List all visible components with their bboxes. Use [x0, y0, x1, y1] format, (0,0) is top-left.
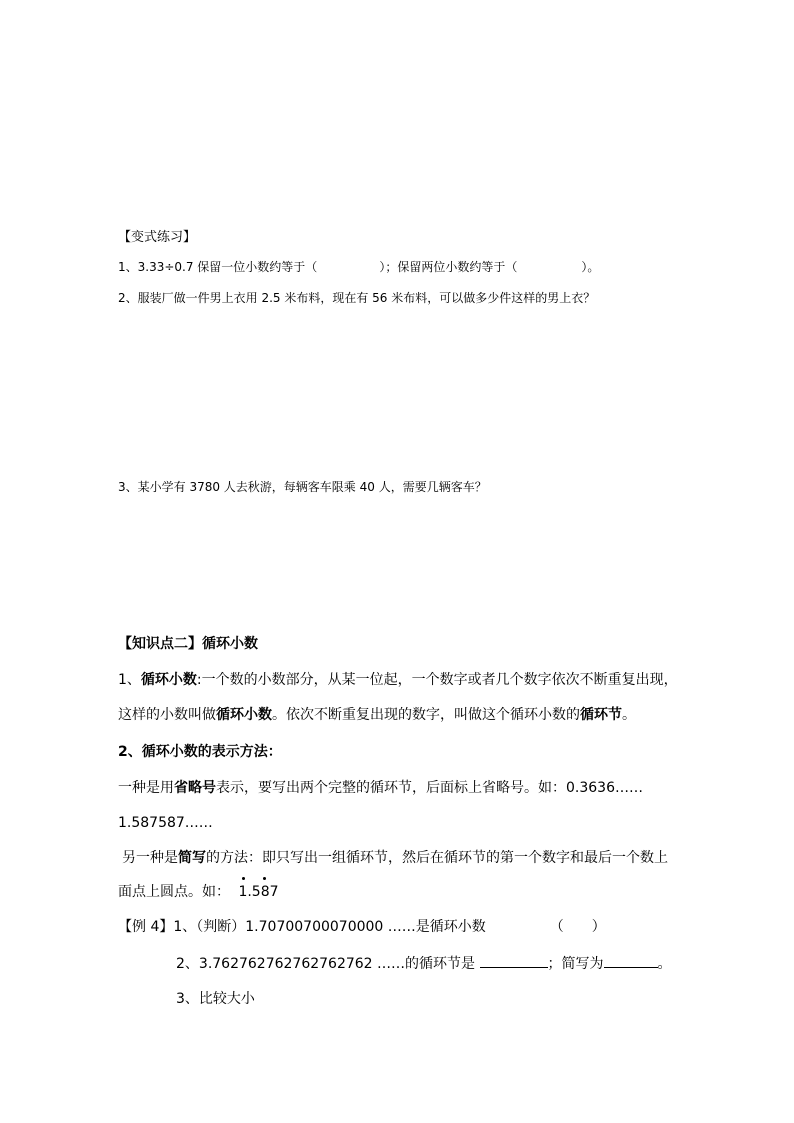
example-4-item-1-answer-paren: （ ）	[549, 919, 606, 935]
question-2: 2、服装厂做一件男上衣用 2.5 米布料，现在有 56 米布料，可以做多少件这样的男上衣？	[118, 291, 596, 305]
question-1	[118, 258, 599, 276]
method-1-line-1	[118, 778, 643, 798]
method-1-text-b: 表示，要写出两个完整的循环节，后面标上省略号。如：0.3636……	[216, 780, 643, 796]
method-2-line-2-text: 面点上圆点。如：	[118, 884, 230, 900]
method-2-term: 简写	[178, 850, 206, 866]
question-1-mid: ）；保留两位小数约等于（	[379, 260, 518, 274]
definition-line-2-text-b: 。依次不断重复出现的数字，叫做这个循环小数的	[272, 707, 580, 723]
method-heading: 2、循环小数的表示方法：	[118, 744, 282, 760]
method-1-line-2: 1.587587……	[118, 815, 213, 831]
recurring-dot-first	[242, 877, 245, 880]
example-4-label: 【例 4】	[118, 919, 174, 935]
section-heading-recurring-decimal: 【知识点二】循环小数	[118, 636, 258, 652]
method-2-line-1	[122, 848, 668, 868]
method-1-term: 省略号	[174, 780, 216, 796]
definition-line-2-term-2: 循环节	[580, 707, 622, 723]
example-4-item-2-text-c: 。	[657, 956, 672, 972]
method-2-text-a: 另一种是	[122, 850, 178, 866]
method-2-text-b: 的方法：即只写出一组循环节，然后在循环节的第一个数字和最后一个数上	[206, 850, 668, 866]
definition-line-1	[118, 670, 678, 690]
definition-number: 1、	[118, 672, 141, 688]
example-4-item-1-text: 1、（判断）1.70700700070000 ……是循环小数	[173, 919, 486, 935]
example-4-item-3: 3、比较大小	[176, 991, 255, 1007]
section-heading-exercise: 【变式练习】	[118, 230, 197, 245]
example-4-item-1	[118, 917, 606, 937]
question-1-suffix: ）。	[581, 260, 600, 274]
method-1-text-a: 一种是用	[118, 780, 174, 796]
method-2-line-2	[118, 882, 279, 902]
definition-line-2	[118, 705, 636, 725]
recurring-decimal-example	[238, 882, 278, 902]
definition-line-2-text-a: 这样的小数叫做	[118, 707, 216, 723]
example-4-item-2-text-a: 2、3.762762762762762762 ……的循环节是	[176, 956, 476, 972]
example-4-item-2-text-b: ；简写为	[547, 956, 604, 972]
definition-line-2-text-c: 。	[622, 707, 636, 723]
definition-term: 循环小数	[140, 672, 197, 688]
definition-text: :一个数的小数部分，从某一位起，一个数字或者几个数字依次不断重复出现，	[196, 672, 678, 688]
short-form-answer-blank[interactable]	[604, 953, 658, 968]
recurring-decimal-example-text: 1.587	[238, 884, 279, 900]
example-4-item-2	[176, 953, 672, 974]
question-3: 3、某小学有 3780 人去秋游，每辆客车限乘 40 人，需要几辆客车？	[118, 480, 487, 494]
definition-line-2-term: 循环小数	[216, 707, 272, 723]
recurring-dot-last	[263, 877, 266, 880]
recurring-cycle-answer-blank[interactable]	[480, 953, 548, 968]
question-1-prefix: 1、3.33÷0.7 保留一位小数约等于（	[118, 260, 318, 274]
